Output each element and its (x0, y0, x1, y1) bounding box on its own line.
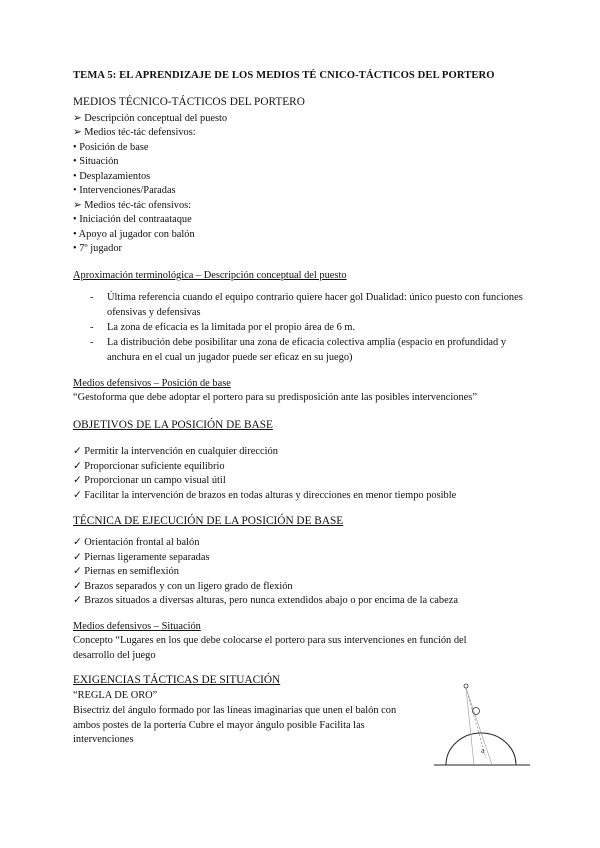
list-item: ✓ Brazos situados a diversas alturas, pero nunca extendidos abajo o por encima de la cabeza (73, 595, 458, 606)
list-item: • Intervenciones/Paradas (73, 185, 176, 196)
list-item: ✓ Facilitar la intervención de brazos en todas alturas y direcciones en menor tiempo posible (73, 490, 457, 501)
list-item: • Posición de base (73, 142, 149, 153)
section-heading-situacion: Medios defensivos – Situación (73, 621, 201, 632)
dash-item-text: La zona de eficacia es la limitada por el propio área de 6 m. (107, 322, 356, 333)
list-item: • Desplazamientos (73, 171, 151, 182)
section-heading-objetivos: OBJETIVOS DE LA POSICIÓN DE BASE (73, 419, 273, 431)
dash-item (90, 335, 507, 363)
list-item: ✓ Permitir la intervención en cualquier dirección (73, 446, 278, 457)
list-item: • Apoyo al jugador con balón (73, 229, 195, 240)
diagram-svg (432, 680, 532, 772)
list-item: ➢ Medios téc-tác ofensivos: (73, 200, 192, 211)
section-heading-exigencias: EXIGENCIAS TÁCTICAS DE SITUACIÓN (73, 674, 281, 686)
list-item: ➢ Descripción conceptual del puesto (73, 113, 228, 124)
list-item: • 7º jugador (73, 243, 122, 254)
dash-item-text: Última referencia cuando el equipo contrario quiere hacer gol Dualidad: único puesto con funciones ofensivas y defensivas (107, 292, 523, 318)
dash-item-text: La distribución debe posibilitar una zona de eficacia colectiva amplia (espacio en profundidad y anchura en el cual un jugador puede ser eficaz en su juego) (107, 337, 507, 363)
dash-item (90, 320, 356, 335)
section-heading-medios: MEDIOS TÉCNICO-TÁCTICOS DEL PORTERO (73, 96, 305, 108)
section-text: Concepto “Lugares en los que debe colocarse el portero para sus intervenciones en función del desarrollo del juego (73, 635, 467, 661)
list-item: ✓ Orientación frontal al balón (73, 537, 200, 548)
list-item: ✓ Piernas ligeramente separadas (73, 552, 210, 563)
dash-bullet: - (90, 292, 94, 303)
list-item: ✓ Piernas en semiflexión (73, 566, 179, 577)
list-item: ✓ Proporcionar un campo visual útil (73, 475, 226, 486)
list-item: ✓ Brazos separados y con un ligero grado de flexión (73, 581, 293, 592)
list-item: ➢ Medios téc-tác defensivos: (73, 127, 196, 138)
section-heading-posicion-base: Medios defensivos – Posición de base (73, 378, 231, 389)
section-heading-aproximacion: Aproximación terminológica – Descripción conceptual del puesto (73, 270, 347, 281)
list-item: ✓ Proporcionar suficiente equilibrio (73, 461, 225, 472)
goalkeeper-angle-diagram (432, 680, 532, 772)
section-text: Bisectriz del ángulo formado por las líneas imaginarias que unen el balón con ambos postes de la portería Cubre el mayor ángulo posible Facilita las intervenciones (73, 705, 397, 746)
document-title: TEMA 5: EL APRENDIZAJE DE LOS MEDIOS TÉ CNICO-TÁCTICOS DEL PORTERO (73, 70, 495, 81)
dash-bullet: - (90, 337, 94, 348)
dash-item (90, 290, 523, 318)
dash-bullet: - (90, 322, 94, 333)
section-heading-tecnica: TÉCNICA DE EJECUCIÓN DE LA POSICIÓN DE BASE (73, 515, 344, 527)
ball-icon (464, 684, 468, 688)
diagram-label: a (481, 746, 485, 755)
list-item: • Situación (73, 156, 119, 167)
list-item: • Iniciación del contraataque (73, 214, 192, 225)
section-text: “Gestoforma que debe adoptar el portero para su predisposición ante las posibles intervenciones” (73, 392, 477, 403)
section-subheading: “REGLA DE ORO” (73, 690, 158, 701)
